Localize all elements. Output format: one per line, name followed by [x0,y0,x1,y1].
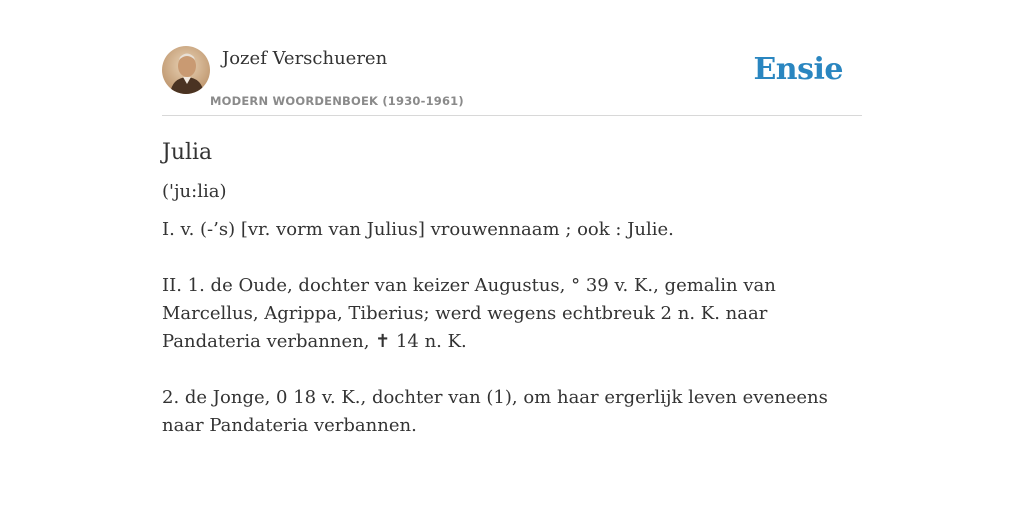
source-title[interactable]: MODERN WOORDENBOEK (1930-1961) [210,94,464,108]
author-name[interactable]: Jozef Verschueren [222,48,388,69]
author-avatar[interactable] [162,46,210,94]
definition-1: I. v. (-’s) [vr. vorm van Julius] vrouwennaam ; ook : Julie. [162,219,674,240]
entry-pronunciation: ('ju:lia) [162,181,227,202]
definition-2: II. 1. de Oude, dochter van keizer Augustus, ° 39 v. K., gemalin van Marcellus, Agrippa, Tiberius; werd wegens echtbreuk 2 n. K. naar Pandateria verbannen, ✝ 14 n. K. [162,275,776,352]
ensie-logo[interactable]: Ensie [753,52,843,87]
page-header [162,46,862,116]
definition-3: 2. de Jonge, 0 18 v. K., dochter van (1), om haar ergerlijk leven eveneens naar Pandateria verbannen. [162,387,828,436]
author-portrait-icon [162,46,210,94]
entry-title: Julia [162,140,213,165]
entry-content [162,140,862,440]
